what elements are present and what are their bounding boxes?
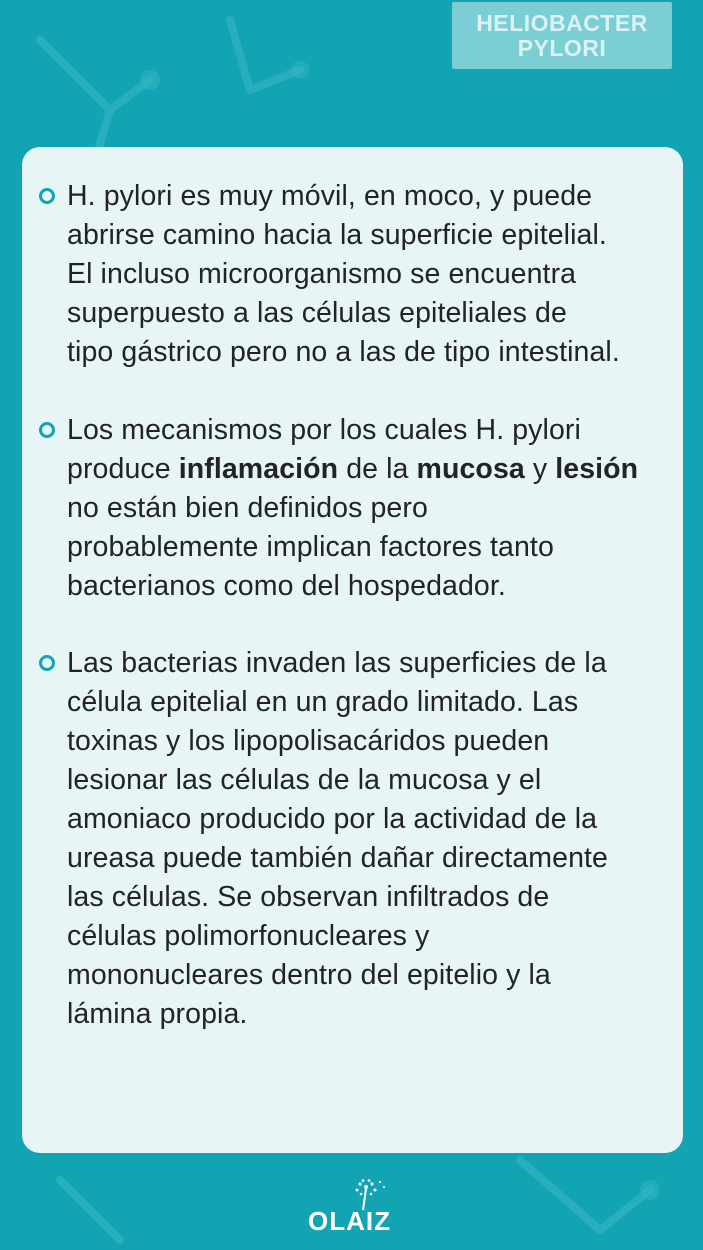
- logo-text: OLAIZ: [308, 1206, 391, 1236]
- text-line: célula epitelial en un grado limitado. Las: [67, 686, 579, 718]
- text-line: no están bien definidos pero: [67, 492, 428, 524]
- text-line: toxinas y los lipopolisacáridos pueden: [67, 725, 550, 757]
- bullet-circle-icon: [39, 655, 55, 671]
- bullet-text-1: [67, 177, 687, 372]
- text-fragment: produce: [67, 453, 179, 485]
- bullet-text-3: [67, 644, 687, 1034]
- text-line: células polimorfonucleares y: [67, 920, 430, 952]
- text-line: lesionar las células de la mucosa y el: [67, 764, 542, 796]
- emphasis-inflamacion: inflamación: [178, 453, 339, 485]
- title-badge: [452, 2, 672, 69]
- olaiz-logo: [308, 1178, 400, 1238]
- text-line: Las bacterias invaden las superficies de la: [67, 647, 607, 679]
- bullet-circle-icon: [39, 188, 55, 204]
- title-line-2: PYLORI: [517, 34, 607, 61]
- text-line: las células. Se observan infiltrados de: [67, 881, 550, 913]
- bullet-circle-icon: [39, 422, 55, 438]
- title-line-1: HELIOBACTER: [476, 9, 648, 36]
- text-line: lámina propia.: [67, 998, 248, 1030]
- text-line: bacterianos como del hospedador.: [67, 570, 506, 602]
- text-line: superpuesto a las células epiteliales de: [67, 297, 567, 329]
- bullet-text-2: [67, 411, 687, 606]
- text-line: abrirse camino hacia la superficie epitelial.: [67, 219, 607, 251]
- text-line: Los mecanismos por los cuales H. pylori: [67, 414, 581, 446]
- text-line-with-emphasis: [67, 450, 687, 489]
- text-line: tipo gástrico pero no a las de tipo intestinal.: [67, 336, 620, 368]
- text-line: mononucleares dentro del epitelio y la: [67, 959, 551, 991]
- text-line: amoniaco producido por la actividad de la: [67, 803, 598, 835]
- text-fragment: y: [524, 453, 556, 485]
- content-card: [22, 147, 683, 1153]
- emphasis-mucosa: mucosa: [416, 453, 525, 485]
- text-line: probablemente implican factores tanto: [67, 531, 554, 563]
- text-line: El incluso microorganismo se encuentra: [67, 258, 577, 290]
- text-line: H. pylori es muy móvil, en moco, y puede: [67, 180, 593, 212]
- text-fragment: de la: [338, 453, 417, 485]
- text-line: ureasa puede también dañar directamente: [67, 842, 609, 874]
- emphasis-lesion: lesión: [555, 453, 639, 485]
